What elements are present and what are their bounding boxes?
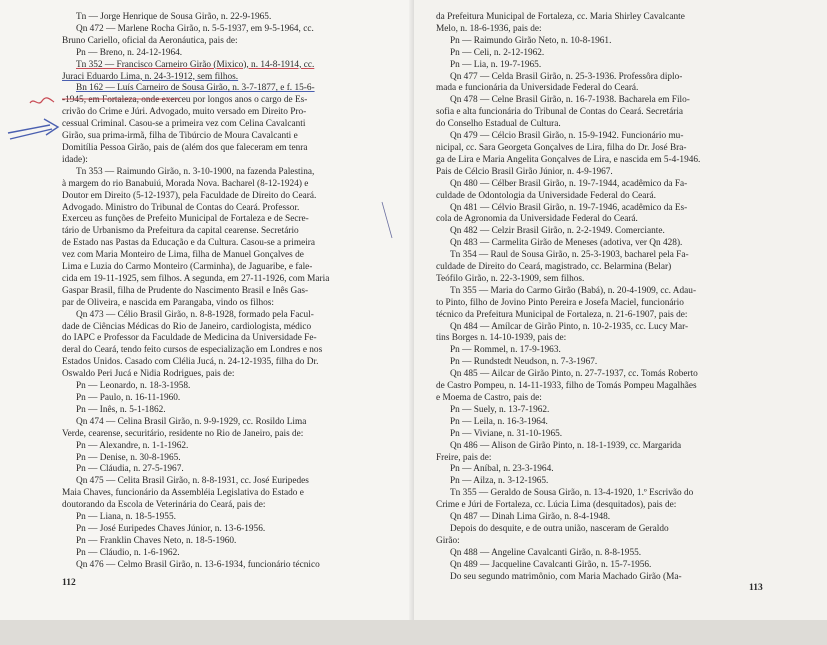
text-line: nicipal, cc. Sara Georgeta Gonçalves de Lira, filha do Dr. José Bra- [436, 142, 687, 153]
text-line: de Castro Pompeu, n. 14-11-1933, filho de Tomás Pompeu Magalhães [436, 381, 697, 392]
text-line: Qn 472 — Marlene Rocha Girão, n. 5-5-1937, em 9-5-1964, cc. [76, 23, 314, 34]
text-line: Do seu segundo matrimônio, com Maria Machado Girão (Ma- [450, 571, 682, 582]
left-page-text-column [62, 12, 368, 572]
text-line: tário de Urbanismo da Prefeitura da capital cearense. Secretário [62, 226, 299, 237]
text-line: Qn 475 — Celita Brasil Girão, n. 8-8-1931, cc. José Euripedes [76, 476, 309, 487]
text-line: Qn 484 — Amílcar de Girão Pinto, n. 10-2-1935, cc. Lucy Mar- [450, 321, 689, 332]
text-line: Pn — Alexandre, n. 1-1-1962. [76, 440, 189, 451]
text-line: Qn 479 — Célcio Brasil Girão, n. 15-9-1942. Funcionário mu- [450, 131, 684, 142]
text-line: Qn 473 — Célio Brasil Girão, n. 8-8-1928, formado pela Facul- [76, 309, 314, 320]
text-line: Pn — Denise, n. 30-8-1965. [76, 452, 181, 463]
text-line: crivão do Crime e Júri. Advogado, muito versado em Direito Pro- [62, 107, 307, 118]
text-line: Pn — Ailza, n. 3-12-1965. [450, 476, 549, 487]
text-line: Gaspar Brasil, filha de Prudente do Nascimento Brasil e Inês Gas- [62, 285, 309, 296]
text-line: Qn 488 — Angeline Cavalcanti Girão, n. 8-8-1955. [450, 547, 642, 558]
text-line: e Moema de Castro, pais de: [436, 393, 542, 403]
text-line: par de Oliveira, e nascida em Parangaba, vindo os filhos: [62, 297, 274, 308]
text-line: Pn — Viviane, n. 31-10-1965. [450, 428, 563, 439]
text-line: Qn 485 — Ailcar de Girão Pinto, n. 27-7-1937, cc. Tomás Roberto [450, 369, 698, 380]
text-line: Qn 486 — Alison de Girão Pinto, n. 18-1-1939, cc. Margarida [450, 440, 682, 451]
blue-arrow-annotation [6, 115, 62, 141]
text-line: Estados Unidos. Casado com Clélia Jucá, n. 24-12-1935, filha do Dr. [62, 357, 319, 368]
text-line: Qn 487 — Dinah Lima Girão, n. 8-4-1948. [450, 512, 611, 523]
text-line: à margem do rio Banabuiú, Morada Nova. Bacharel (8-12-1924) e [62, 178, 309, 189]
right-page-number: 113 [749, 583, 763, 593]
text-line: Qn 482 — Celzir Brasil Girão, n. 2-2-1949. Comerciante. [450, 226, 665, 237]
text-line: cola de Agronomia da Universidade Federal do Ceará. [436, 214, 638, 225]
text-line: Doutor em Direito (5-12-1937), pela Faculdade de Direito do Ceará. [62, 190, 317, 201]
text-line: técnico da Prefeitura Municipal de Fortaleza, n. 21-6-1907, pais de: [436, 309, 688, 320]
text-line: Qn 483 — Carmelita Girão de Meneses (adotiva, ver Qn 428). [450, 238, 683, 249]
text-line: tins Borges n. 14-10-1939, pais de: [436, 333, 567, 344]
text-line: Crime e Júri de Fortaleza, cc. Lúcia Lima (desquitados), pais de: [436, 500, 677, 511]
text-line: da Prefeitura Municipal de Fortaleza, cc. Maria Shirley Cavalcante [436, 12, 685, 22]
scan-bottom-edge [0, 620, 827, 645]
text-line: Tn — Jorge Henrique de Sousa Girão, n. 22-9-1965. [76, 12, 272, 22]
text-line: cessual Criminal. Casou-se a primeira vez com Celina Cavalcanti [62, 119, 306, 130]
text-line: Freire, pais de: [436, 452, 492, 463]
text-line: Melo, n. 18-6-1936, pais de: [436, 23, 542, 34]
text-line: Qn 478 — Celne Brasil Girão, n. 16-7-1938. Bacharela em Filo- [450, 95, 690, 106]
text-line: Pn — Rundstedt Neudson, n. 7-3-1967. [450, 357, 598, 368]
left-page-number: 112 [62, 578, 76, 588]
text-line: do IAPC e Professor da Faculdade de Medicina da Universidade Fe- [62, 333, 317, 344]
text-line: Qn 489 — Jacqueline Cavalcanti Girão, n. 15-7-1956. [450, 559, 652, 570]
text-line: Verde, cearense, securitário, residente no Rio de Janeiro, pais de: [62, 428, 304, 439]
text-line: Pn — Raimundo Girão Neto, n. 10-8-1961. [450, 35, 612, 46]
text-line: Pn — Cláudio, n. 1-6-1962. [76, 547, 180, 558]
text-line: Pn — Leila, n. 16-3-1964. [450, 416, 548, 427]
right-page [414, 0, 827, 620]
text-line: to Pinto, filho de Jovino Pinto Pereira e Josefa Maciel, funcionário [436, 297, 684, 308]
text-line: ga de Lira e Maria Angelita Gonçalves de Lira, e nascida em 5-4-1946. [436, 154, 701, 165]
text-line: Pn — Liana, n. 18-5-1955. [76, 512, 176, 523]
text-line: deral do Ceará, tendo feito cursos de especialização em Londres e nos [62, 345, 323, 356]
text-line: Pais de Célcio Brasil Girão Júnior, n. 4-9-1967. [436, 166, 613, 177]
text-line: Bruno Cariello, oficial da Aeronáutica, pais de: [62, 35, 238, 46]
text-line: Pn — Lia, n. 19-7-1965. [450, 59, 542, 70]
text-line: Pn — Paulo, n. 16-11-1960. [76, 393, 181, 403]
text-line: culdade de Odontologia da Universidade Federal do Ceará. [436, 190, 656, 201]
text-line: doutorando da Escola de Veterinária do Ceará, pais de: [62, 500, 266, 511]
text-line: Depois do desquite, e de outra união, nasceram de Geraldo [450, 523, 669, 534]
text-line: dade de Ciências Médicas do Rio de Janeiro, cardiologista, médico [62, 321, 312, 332]
text-line: Girão: [436, 535, 460, 546]
text-line: Pn — Breno, n. 24-12-1964. [76, 47, 183, 58]
text-line: Bn 162 — Luís Carneiro de Sousa Girão, n. 3-7-1877, e f. 15-6- [76, 83, 315, 94]
text-line: Teófilo Girão, n. 22-3-1909, sem filhos. [436, 273, 585, 284]
text-line: Pn — Leonardo, n. 18-3-1958. [76, 381, 191, 392]
text-line: Pn — Franklin Chaves Neto, n. 18-5-1960. [76, 535, 237, 546]
text-line: Qn 477 — Celda Brasil Girão, n. 25-3-1936. Professôra diplo- [450, 71, 683, 82]
text-line: Pn — Rommel, n. 17-9-1963. [450, 345, 561, 356]
text-line: Domitília Pessoa Girão, pais de (além dos que faleceram em tenra [62, 142, 308, 153]
text-line: mada e funcionária da Universidade Federal do Ceará. [436, 83, 639, 94]
text-line: Tn 353 — Raimundo Girão, n. 3-10-1900, na fazenda Palestina, [76, 166, 315, 177]
text-line: Pn — José Euripedes Chaves Júnior, n. 13-6-1956. [76, 523, 266, 534]
text-line: Tn 354 — Raul de Sousa Girão, n. 25-3-1903, bacharel pela Fa- [450, 250, 689, 261]
text-line: Oswaldo Peri Jucá e Nidia Rodrigues, pais de: [62, 369, 235, 380]
text-line: Pn — Suely, n. 13-7-1962. [450, 404, 550, 415]
text-line: Girão, sua prima-irmã, filha de Tibúrcio de Moura Cavalcanti e [62, 131, 298, 142]
text-line: culdade de Direito do Ceará, magistrado, cc. Belarmina (Belar) [436, 262, 672, 273]
text-line: Pn — Aníbal, n. 23-3-1964. [450, 464, 554, 475]
text-line: cida em 19-11-1925, sem filhos. A segunda, em 27-11-1926, com Maria [62, 273, 330, 284]
left-page [0, 0, 414, 620]
text-line: do Conselho Estadual de Cultura. [436, 119, 561, 130]
text-line: Juraci Eduardo Lima, n. 24-3-1912, sem filhos. [62, 71, 239, 82]
text-line: Tn 355 — Geraldo de Sousa Girão, n. 13-4-1920, 1.º Escrivão do [450, 488, 694, 499]
text-line: Qn 476 — Celmo Brasil Girão, n. 13-6-1934, funcionário técnico [76, 559, 320, 570]
text-line: Lima e Luzia do Carmo Monteiro (Carminha), de Jaguaribe, e fale- [62, 262, 313, 273]
text-line: Pn — Cláudia, n. 27-5-1967. [76, 464, 184, 475]
text-line: Qn 480 — Célber Brasil Girão, n. 19-7-1944, acadêmico da Fa- [450, 178, 688, 189]
text-line: Maia Chaves, funcionário da Assembléia Legislativa do Estado e [62, 488, 304, 499]
text-line: Tn 352 — Francisco Carneiro Girão (Mixico), n. 14-8-1914, cc. [76, 59, 315, 70]
text-line: Pn — Celi, n. 2-12-1962. [450, 47, 545, 58]
text-line: idade): [62, 154, 88, 165]
right-page-text-column [436, 12, 760, 584]
text-line: sofia e alta funcionária do Tribunal de Contas do Ceará. Secretária [436, 107, 684, 118]
pen-mark [378, 200, 398, 240]
text-line: vez com Maria Monteiro de Lima, filha de Manuel Gonçalves de [62, 250, 304, 261]
text-line: Exerceu as funções de Prefeito Municipal de Fortaleza e de Secre- [62, 214, 309, 225]
text-line: de Estado nas Pastas da Educação e da Cultura. Casou-se a primeira [62, 238, 315, 249]
text-line: Pn — Inês, n. 5-1-1862. [76, 404, 166, 415]
text-line: Qn 481 — Célvio Brasil Girão, n. 19-7-1946, acadêmico da Es- [450, 202, 688, 213]
text-line: Advogado. Ministro do Tribunal de Contas do Ceará. Professor. [62, 202, 300, 213]
text-line: Qn 474 — Celina Brasil Girão, n. 9-9-1929, cc. Rosildo Lima [76, 416, 307, 427]
text-line: Tn 355 — Maria do Carmo Girão (Babá), n. 20-4-1909, cc. Adau- [450, 285, 697, 296]
text-line: -1945, em Fortaleza, onde exerceu por longos anos o cargo de Es- [62, 95, 308, 106]
